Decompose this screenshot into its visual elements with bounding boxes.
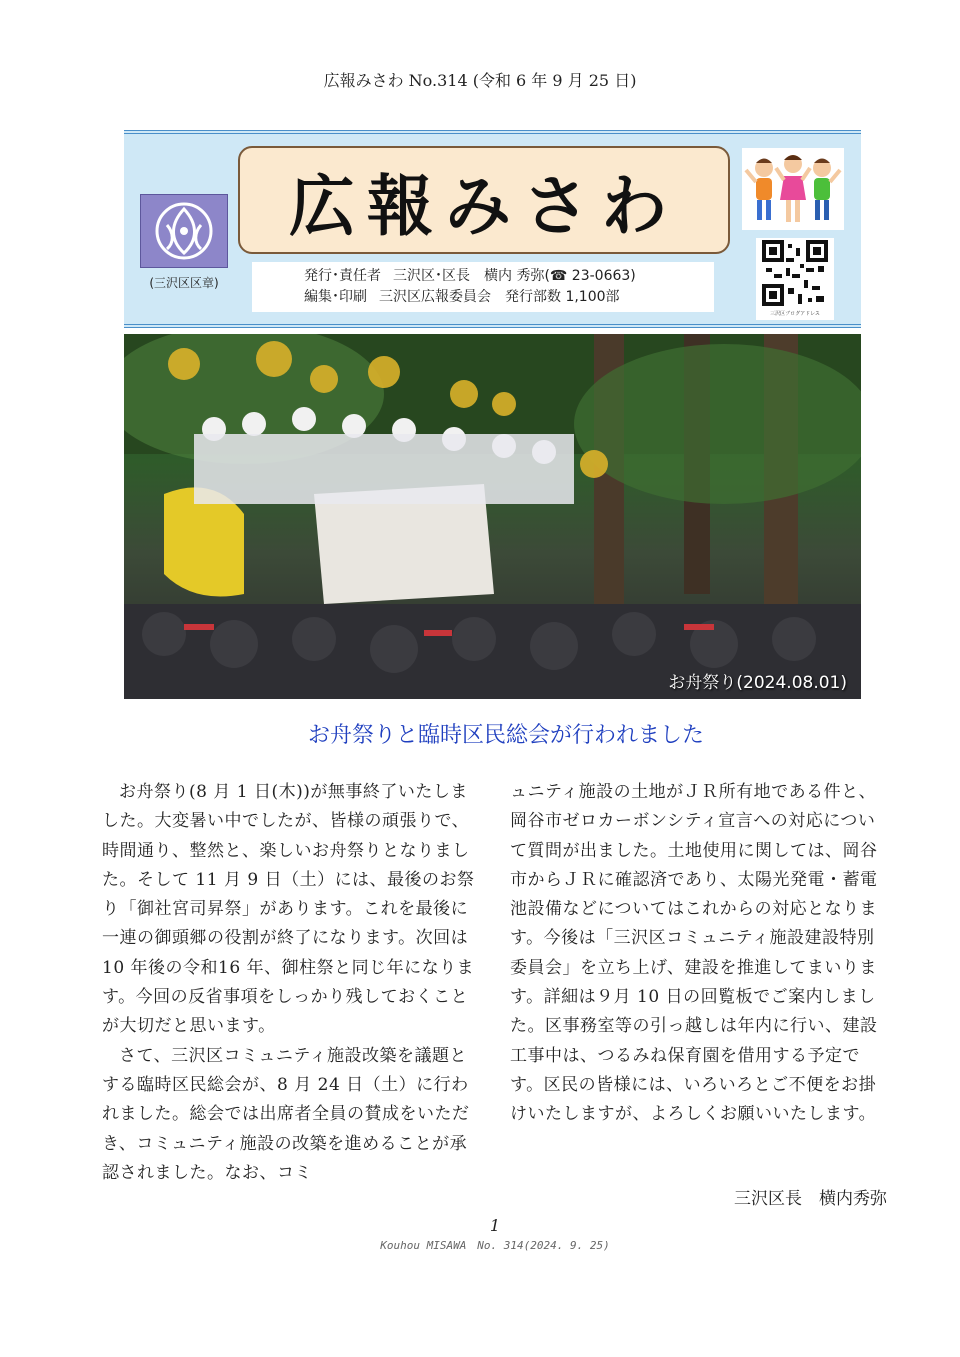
editor-label: 編集･印刷	[304, 289, 367, 305]
editor-row	[304, 287, 714, 308]
article-signature: 三沢区長 横内秀弥	[734, 1189, 887, 1209]
footer-text: Kouhou MISAWA No. 314(2024. 9. 25)	[380, 1239, 610, 1252]
qr-code[interactable]	[756, 238, 834, 320]
qr-code-icon	[756, 238, 834, 310]
publisher-info	[252, 262, 714, 312]
article-headline: お舟祭りと臨時区民総会が行われました	[307, 723, 704, 748]
ward-emblem	[140, 194, 228, 268]
publisher-value: 三沢区･区長 横内 秀弥(☎ 23-0663)	[393, 268, 636, 284]
publisher-row	[304, 266, 714, 287]
editor-value: 三沢区広報委員会 発行部数 1,100部	[379, 289, 620, 305]
article-paragraph-3: ュニティ施設の土地がＪＲ所有地である件と、岡谷市ゼロカーボンシティ宣言への対応について質問が出ました。土地使用に関しては、岡谷市からＪＲに確認済であり、太陽光発電・蓄電池設備などについてはこれからの対応となります。今後は「三沢区コミュニティ施設建設特別委員会」を立ち上げ、建設を推進してまいります。詳細は９月 10 日の回覧板でご案内しました。区事務室等の引っ越しは年内に行い、建設工事中は、つるみね保育園を借用する予定です。区民の皆様には、いろいろとご不便をお掛けいたしますが、よろしくお願いいたします。	[510, 782, 878, 1125]
photo-caption: お舟祭り(2024.08.01)	[668, 673, 847, 693]
publisher-label: 発行･責任者	[304, 268, 381, 284]
issue-line: 広報みさわ No.314 (令和 6 年 9 月 25 日)	[323, 71, 637, 90]
emblem-icon	[141, 195, 227, 267]
masthead	[124, 130, 861, 328]
article-column-right	[510, 778, 890, 1130]
newsletter-title: 広報みさわ	[289, 167, 679, 245]
article-paragraph-2: さて、三沢区コミュニティ施設改築を議題とする臨時区民総会が、8 月 24 日（土）に行われました。総会では出席者全員の賛成をいただき、コミュニティ施設の改築を進めることが承認されました。なお、コミ	[102, 1045, 470, 1183]
qr-caption: 三沢区ブログアドレス	[770, 311, 820, 317]
article-column-left	[102, 778, 478, 1188]
children-icon	[742, 148, 844, 230]
children-illustration	[742, 148, 844, 230]
page-number: 1	[489, 1216, 501, 1235]
title-banner	[238, 146, 730, 254]
festival-scene-image	[124, 334, 861, 699]
festival-photo	[124, 334, 861, 699]
emblem-caption: (三沢区区章)	[149, 276, 219, 290]
article-paragraph-1: お舟祭り(8 月 1 日(木))が無事終了いたしました。大変暑い中でしたが、皆様の頑張りで、時間通り、整然と、楽しいお舟祭りとなりました。そして 11 月 9 日（土）には、最後のお祭り「御社宮司昇祭」があります。これを最後に一連の御頭郷の役割が終了になります。次回は 10 年後の令和16 年、御柱祭と同じ年になります。今回の反省事項をしっかり残しておくことが大切だと思います。	[102, 782, 475, 1037]
